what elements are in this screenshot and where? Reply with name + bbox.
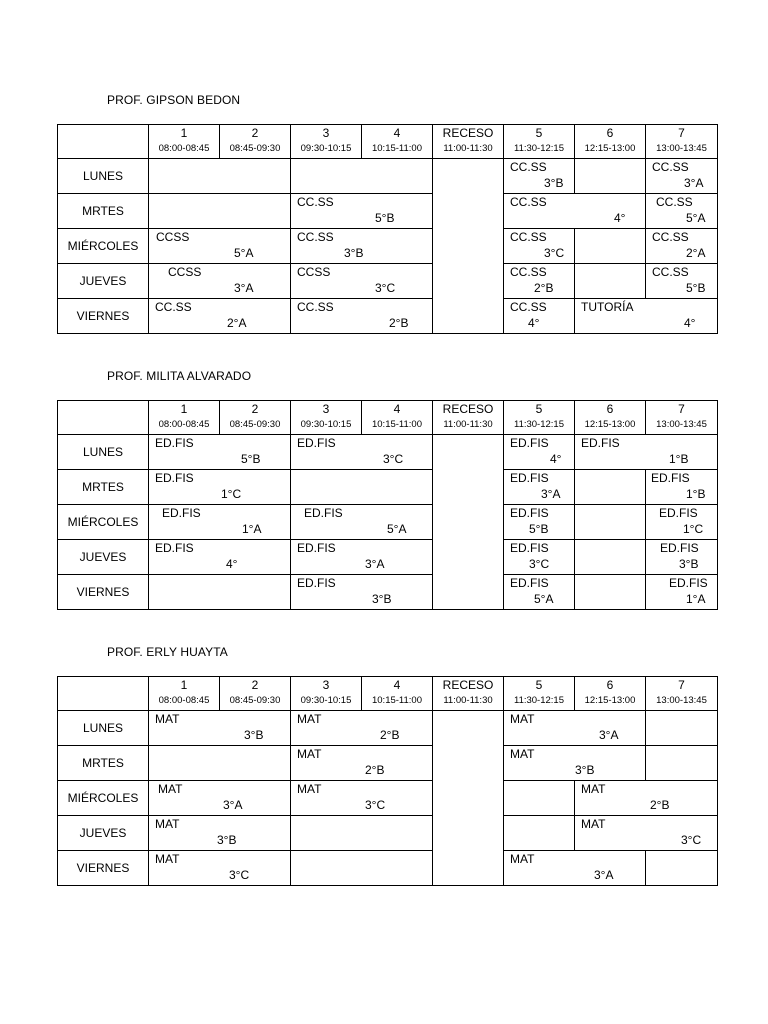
class-cell: CCSS 3°C xyxy=(291,264,433,299)
class-cell xyxy=(149,575,291,610)
class-cell: ED.FIS 3°A xyxy=(504,470,575,505)
class-cell: CCSS 3°A xyxy=(149,264,291,299)
class-cell: MAT 3°B xyxy=(504,746,646,781)
class-cell: MAT 3°B xyxy=(149,711,291,746)
class-cell: CCSS 5°A xyxy=(149,229,291,264)
period-header: 2 08:45-09:30 xyxy=(220,125,291,159)
class-cell xyxy=(575,575,646,610)
period-header: 4 10:15-11:00 xyxy=(362,401,433,435)
class-cell xyxy=(504,781,575,816)
day-row xyxy=(58,540,718,575)
day-label: MRTES xyxy=(58,746,149,781)
teacher-name: PROF. MILITA ALVARADO xyxy=(107,369,252,383)
teacher-name: PROF. ERLY HUAYTA xyxy=(107,645,228,659)
period-header: 5 11:30-12:15 xyxy=(504,401,575,435)
class-cell: ED.FIS 3°C xyxy=(291,435,433,470)
class-cell: ED.FIS 3°B xyxy=(291,575,433,610)
class-cell xyxy=(149,194,291,229)
period-header: 1 08:00-08:45 xyxy=(149,125,220,159)
day-label: VIERNES xyxy=(58,851,149,886)
class-cell: MAT 2°B xyxy=(291,746,433,781)
class-cell xyxy=(504,816,575,851)
class-cell: TUTORÍA 4° xyxy=(575,299,718,334)
class-cell: CC.SS 2°A xyxy=(646,229,718,264)
day-row xyxy=(58,781,718,816)
class-cell xyxy=(575,264,646,299)
schedule-table xyxy=(57,676,718,886)
class-cell xyxy=(646,711,718,746)
class-cell: ED.FIS 3°B xyxy=(646,540,718,575)
period-header: 6 12:15-13:00 xyxy=(575,125,646,159)
day-label: LUNES xyxy=(58,435,149,470)
day-row xyxy=(58,816,718,851)
recess-cell xyxy=(433,159,504,334)
corner-cell xyxy=(58,677,149,711)
day-label: JUEVES xyxy=(58,816,149,851)
period-header: 5 11:30-12:15 xyxy=(504,677,575,711)
period-header: 1 08:00-08:45 xyxy=(149,401,220,435)
class-cell: ED.FIS 3°C xyxy=(504,540,575,575)
class-cell: MAT 3°A xyxy=(504,851,646,886)
day-row xyxy=(58,851,718,886)
class-cell xyxy=(646,746,718,781)
period-header: 3 09:30-10:15 xyxy=(291,677,362,711)
class-cell: ED.FIS 1°B xyxy=(646,470,718,505)
class-cell: MAT 3°B xyxy=(149,816,291,851)
class-cell: CC.SS 3°B xyxy=(291,229,433,264)
teacher-name: PROF. GIPSON BEDON xyxy=(107,93,241,107)
day-label: MRTES xyxy=(58,470,149,505)
day-label: MIÉRCOLES xyxy=(58,505,149,540)
period-header: 3 09:30-10:15 xyxy=(291,401,362,435)
class-cell xyxy=(291,159,433,194)
class-cell: ED.FIS 5°A xyxy=(504,575,575,610)
schedule-table xyxy=(57,400,718,610)
class-cell xyxy=(291,851,433,886)
day-row xyxy=(58,470,718,505)
header-row xyxy=(58,401,718,435)
class-cell: MAT 3°C xyxy=(575,816,718,851)
header-row xyxy=(58,125,718,159)
class-cell: CC.SS 5°B xyxy=(291,194,433,229)
day-label: VIERNES xyxy=(58,575,149,610)
period-header: 6 12:15-13:00 xyxy=(575,677,646,711)
class-cell xyxy=(291,470,433,505)
class-cell: MAT 3°A xyxy=(149,781,291,816)
class-cell: CC.SS 5°B xyxy=(646,264,718,299)
class-cell: CC.SS 3°B xyxy=(504,159,575,194)
class-cell: CC.SS 4° xyxy=(504,194,646,229)
day-label: JUEVES xyxy=(58,264,149,299)
class-cell: ED.FIS 1°A xyxy=(149,505,291,540)
day-label: MIÉRCOLES xyxy=(58,781,149,816)
class-cell xyxy=(575,159,646,194)
class-cell: ED.FIS 5°A xyxy=(291,505,433,540)
day-row xyxy=(58,711,718,746)
class-cell: CC.SS 3°A xyxy=(646,159,718,194)
period-header: 4 10:15-11:00 xyxy=(362,125,433,159)
class-cell xyxy=(575,540,646,575)
day-row xyxy=(58,505,718,540)
day-row xyxy=(58,299,718,334)
day-label: LUNES xyxy=(58,711,149,746)
class-cell: CC.SS 5°A xyxy=(646,194,718,229)
class-cell: CC.SS 2°B xyxy=(291,299,433,334)
class-cell: ED.FIS 3°A xyxy=(291,540,433,575)
day-label: MRTES xyxy=(58,194,149,229)
class-cell xyxy=(149,746,291,781)
corner-cell xyxy=(58,401,149,435)
class-cell xyxy=(575,229,646,264)
recess-cell xyxy=(433,435,504,610)
day-row xyxy=(58,229,718,264)
day-row xyxy=(58,575,718,610)
class-cell: MAT 2°B xyxy=(575,781,718,816)
class-cell: ED.FIS 1°A xyxy=(646,575,718,610)
class-cell: CC.SS 4° xyxy=(504,299,575,334)
recess-header: RECESO 11:00-11:30 xyxy=(433,401,504,435)
period-header: 7 13:00-13:45 xyxy=(646,125,718,159)
class-cell xyxy=(291,816,433,851)
class-cell xyxy=(646,851,718,886)
day-row xyxy=(58,194,718,229)
day-label: VIERNES xyxy=(58,299,149,334)
day-row xyxy=(58,746,718,781)
class-cell xyxy=(575,505,646,540)
class-cell: CC.SS 2°A xyxy=(149,299,291,334)
period-header: 1 08:00-08:45 xyxy=(149,677,220,711)
header-row xyxy=(58,677,718,711)
class-cell: CC.SS 3°C xyxy=(504,229,575,264)
class-cell xyxy=(149,159,291,194)
period-header: 5 11:30-12:15 xyxy=(504,125,575,159)
recess-header: RECESO 11:00-11:30 xyxy=(433,677,504,711)
class-cell: MAT 3°C xyxy=(149,851,291,886)
class-cell xyxy=(575,470,646,505)
class-cell: ED.FIS 1°C xyxy=(149,470,291,505)
class-cell: CC.SS 2°B xyxy=(504,264,575,299)
period-header: 3 09:30-10:15 xyxy=(291,125,362,159)
period-header: 4 10:15-11:00 xyxy=(362,677,433,711)
class-cell: MAT 3°C xyxy=(291,781,433,816)
day-row xyxy=(58,159,718,194)
period-header: 7 13:00-13:45 xyxy=(646,677,718,711)
recess-header: RECESO 11:00-11:30 xyxy=(433,125,504,159)
class-cell: ED.FIS 4° xyxy=(149,540,291,575)
class-cell: ED.FIS 4° xyxy=(504,435,575,470)
class-cell: ED.FIS 5°B xyxy=(504,505,575,540)
class-cell: MAT 3°A xyxy=(504,711,646,746)
schedule-table xyxy=(57,124,718,334)
period-header: 6 12:15-13:00 xyxy=(575,401,646,435)
period-header: 7 13:00-13:45 xyxy=(646,401,718,435)
day-label: MIÉRCOLES xyxy=(58,229,149,264)
corner-cell xyxy=(58,125,149,159)
day-label: JUEVES xyxy=(58,540,149,575)
day-label: LUNES xyxy=(58,159,149,194)
day-row xyxy=(58,264,718,299)
recess-cell xyxy=(433,711,504,886)
day-row xyxy=(58,435,718,470)
period-header: 2 08:45-09:30 xyxy=(220,401,291,435)
period-header: 2 08:45-09:30 xyxy=(220,677,291,711)
class-cell: ED.FIS 1°B xyxy=(575,435,718,470)
class-cell: MAT 2°B xyxy=(291,711,433,746)
class-cell: ED.FIS 1°C xyxy=(646,505,718,540)
class-cell: ED.FIS 5°B xyxy=(149,435,291,470)
